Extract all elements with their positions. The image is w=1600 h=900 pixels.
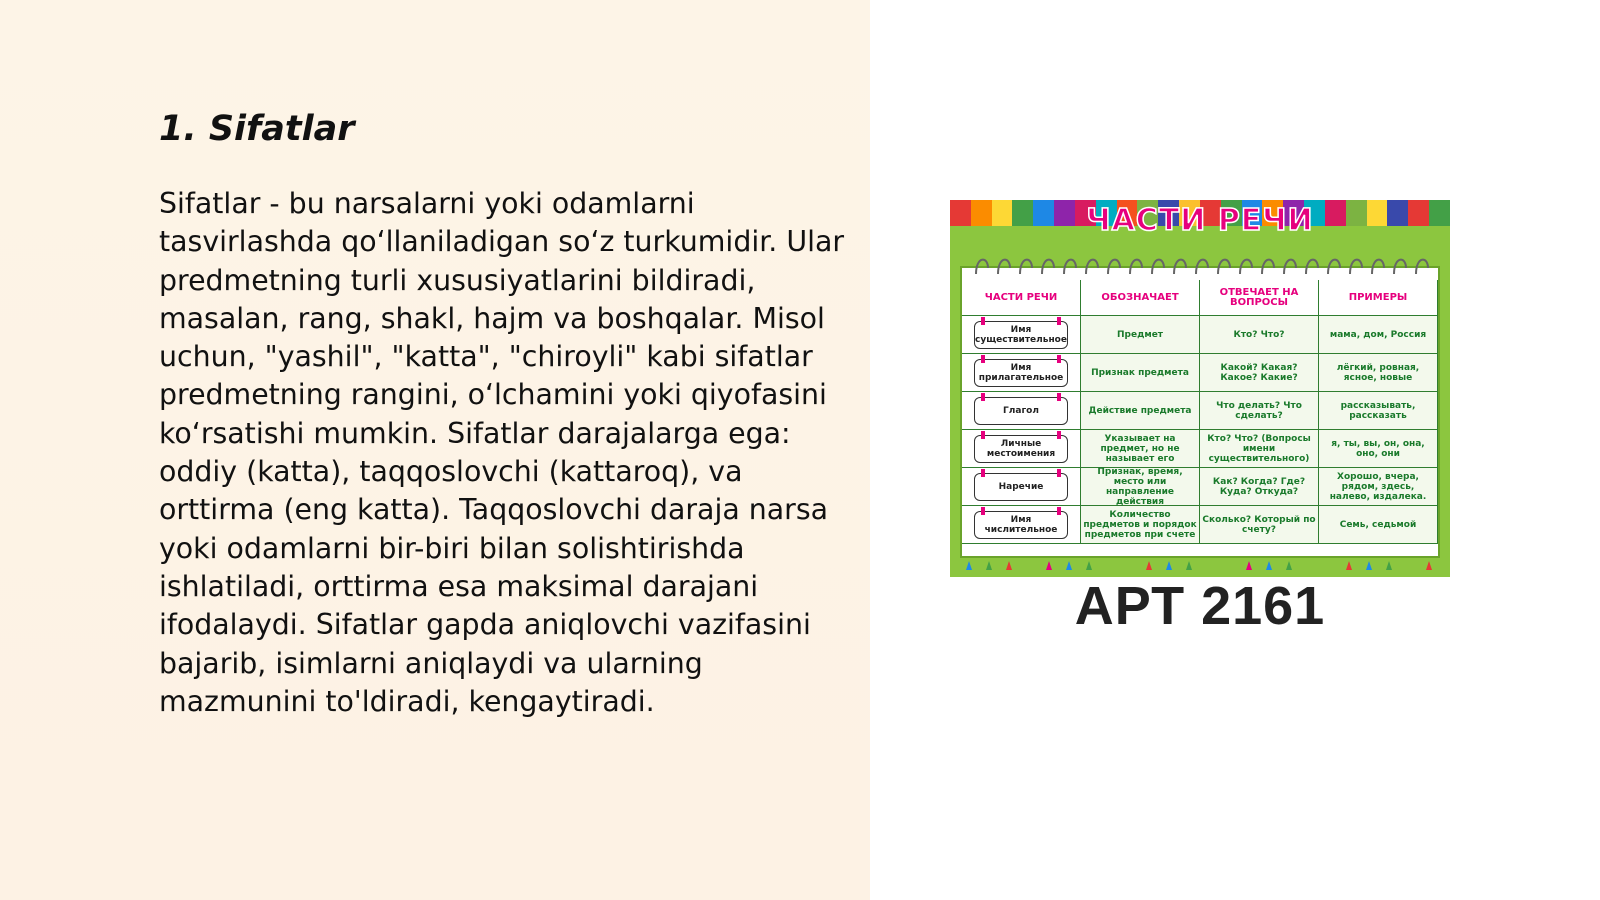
poster-title: ЧАСТИ РЕЧИ bbox=[1086, 203, 1314, 238]
table-cell: Хорошо, вчера, рядом, здесь, налево, издалека. bbox=[1319, 468, 1438, 506]
slide-title: 1. Sifatlar bbox=[159, 109, 355, 149]
table-cell: лёгкий, ровная, ясное, новые bbox=[1319, 354, 1438, 392]
poster-table bbox=[962, 280, 1438, 556]
part-of-speech-cell bbox=[962, 392, 1081, 430]
table-cell: рассказывать, рассказать bbox=[1319, 392, 1438, 430]
table-cell: Количество предметов и порядок предметов при счете bbox=[1081, 506, 1200, 544]
part-of-speech-cell bbox=[962, 506, 1081, 544]
table-cell: Предмет bbox=[1081, 316, 1200, 354]
table-cell: Признак, время, место или направление действия bbox=[1081, 468, 1200, 506]
table-header-cell: ПРИМЕРЫ bbox=[1319, 280, 1438, 316]
table-cell: я, ты, вы, он, она, оно, они bbox=[1319, 430, 1438, 468]
spiral-binding-icon bbox=[972, 248, 1432, 278]
table-cell: мама, дом, Россия bbox=[1319, 316, 1438, 354]
part-of-speech-tag: Глагол bbox=[974, 397, 1068, 425]
table-header-cell: ОБОЗНАЧАЕТ bbox=[1081, 280, 1200, 316]
part-of-speech-cell bbox=[962, 316, 1081, 354]
article-number: АРТ 2161 bbox=[1074, 576, 1326, 636]
part-of-speech-cell bbox=[962, 430, 1081, 468]
part-of-speech-tag: Имя прилагательное bbox=[974, 359, 1068, 387]
table-cell: Кто? Что? bbox=[1200, 316, 1319, 354]
table-header-cell: ЧАСТИ РЕЧИ bbox=[962, 280, 1081, 316]
table-cell: Как? Когда? Где? Куда? Откуда? bbox=[1200, 468, 1319, 506]
table-cell: Действие предмета bbox=[1081, 392, 1200, 430]
part-of-speech-tag: Наречие bbox=[974, 473, 1068, 501]
part-of-speech-cell bbox=[962, 468, 1081, 506]
part-of-speech-tag: Имя существительное bbox=[974, 321, 1068, 349]
part-of-speech-tag: Имя числительное bbox=[974, 511, 1068, 539]
part-of-speech-cell bbox=[962, 354, 1081, 392]
table-cell: Что делать? Что сделать? bbox=[1200, 392, 1319, 430]
table-cell: Сколько? Который по счету? bbox=[1200, 506, 1319, 544]
table-header-cell: ОТВЕЧАЕТ НА ВОПРОСЫ bbox=[1200, 280, 1319, 316]
table-cell: Указывает на предмет, но не называет его bbox=[1081, 430, 1200, 468]
pushpin-row-icon bbox=[960, 558, 1440, 572]
table-cell: Какой? Какая? Какое? Какие? bbox=[1200, 354, 1319, 392]
table-cell: Кто? Что? (Вопросы имени существительного) bbox=[1200, 430, 1319, 468]
table-cell: Семь, седьмой bbox=[1319, 506, 1438, 544]
parts-of-speech-poster bbox=[950, 200, 1450, 577]
poster-sheet bbox=[960, 266, 1440, 558]
part-of-speech-tag: Личные местоимения bbox=[974, 435, 1068, 463]
table-cell: Признак предмета bbox=[1081, 354, 1200, 392]
slide-body-text: Sifatlar - bu narsalarni yoki odamlarni tasvirlashda qo‘llaniladigan so‘z turkumidir. Ular predmetning turli xususiyatlarini bildiradi, masalan, rang, shakl, hajm va boshqalar. Misol uchun, "yashil", "katta", "chiroyli" kabi sifatlar predmetning rangini, o‘lchamini yoki qiyofasini ko‘rsatishi mumkin. Sifatlar darajalarga ega: oddiy (katta), taqqoslovchi (kattaroq), va orttirma (eng katta). Taqqoslovchi daraja narsa yoki odamlarni bir-biri bilan solishtirishda ishlatiladi, orttirma esa maksimal darajani ifodalaydi. Sifatlar gapda aniqlovchi vazifasini bajarib, isimlarni aniqlaydi va ularning mazmunini to'ldiradi, kengaytiradi. bbox=[159, 187, 845, 718]
